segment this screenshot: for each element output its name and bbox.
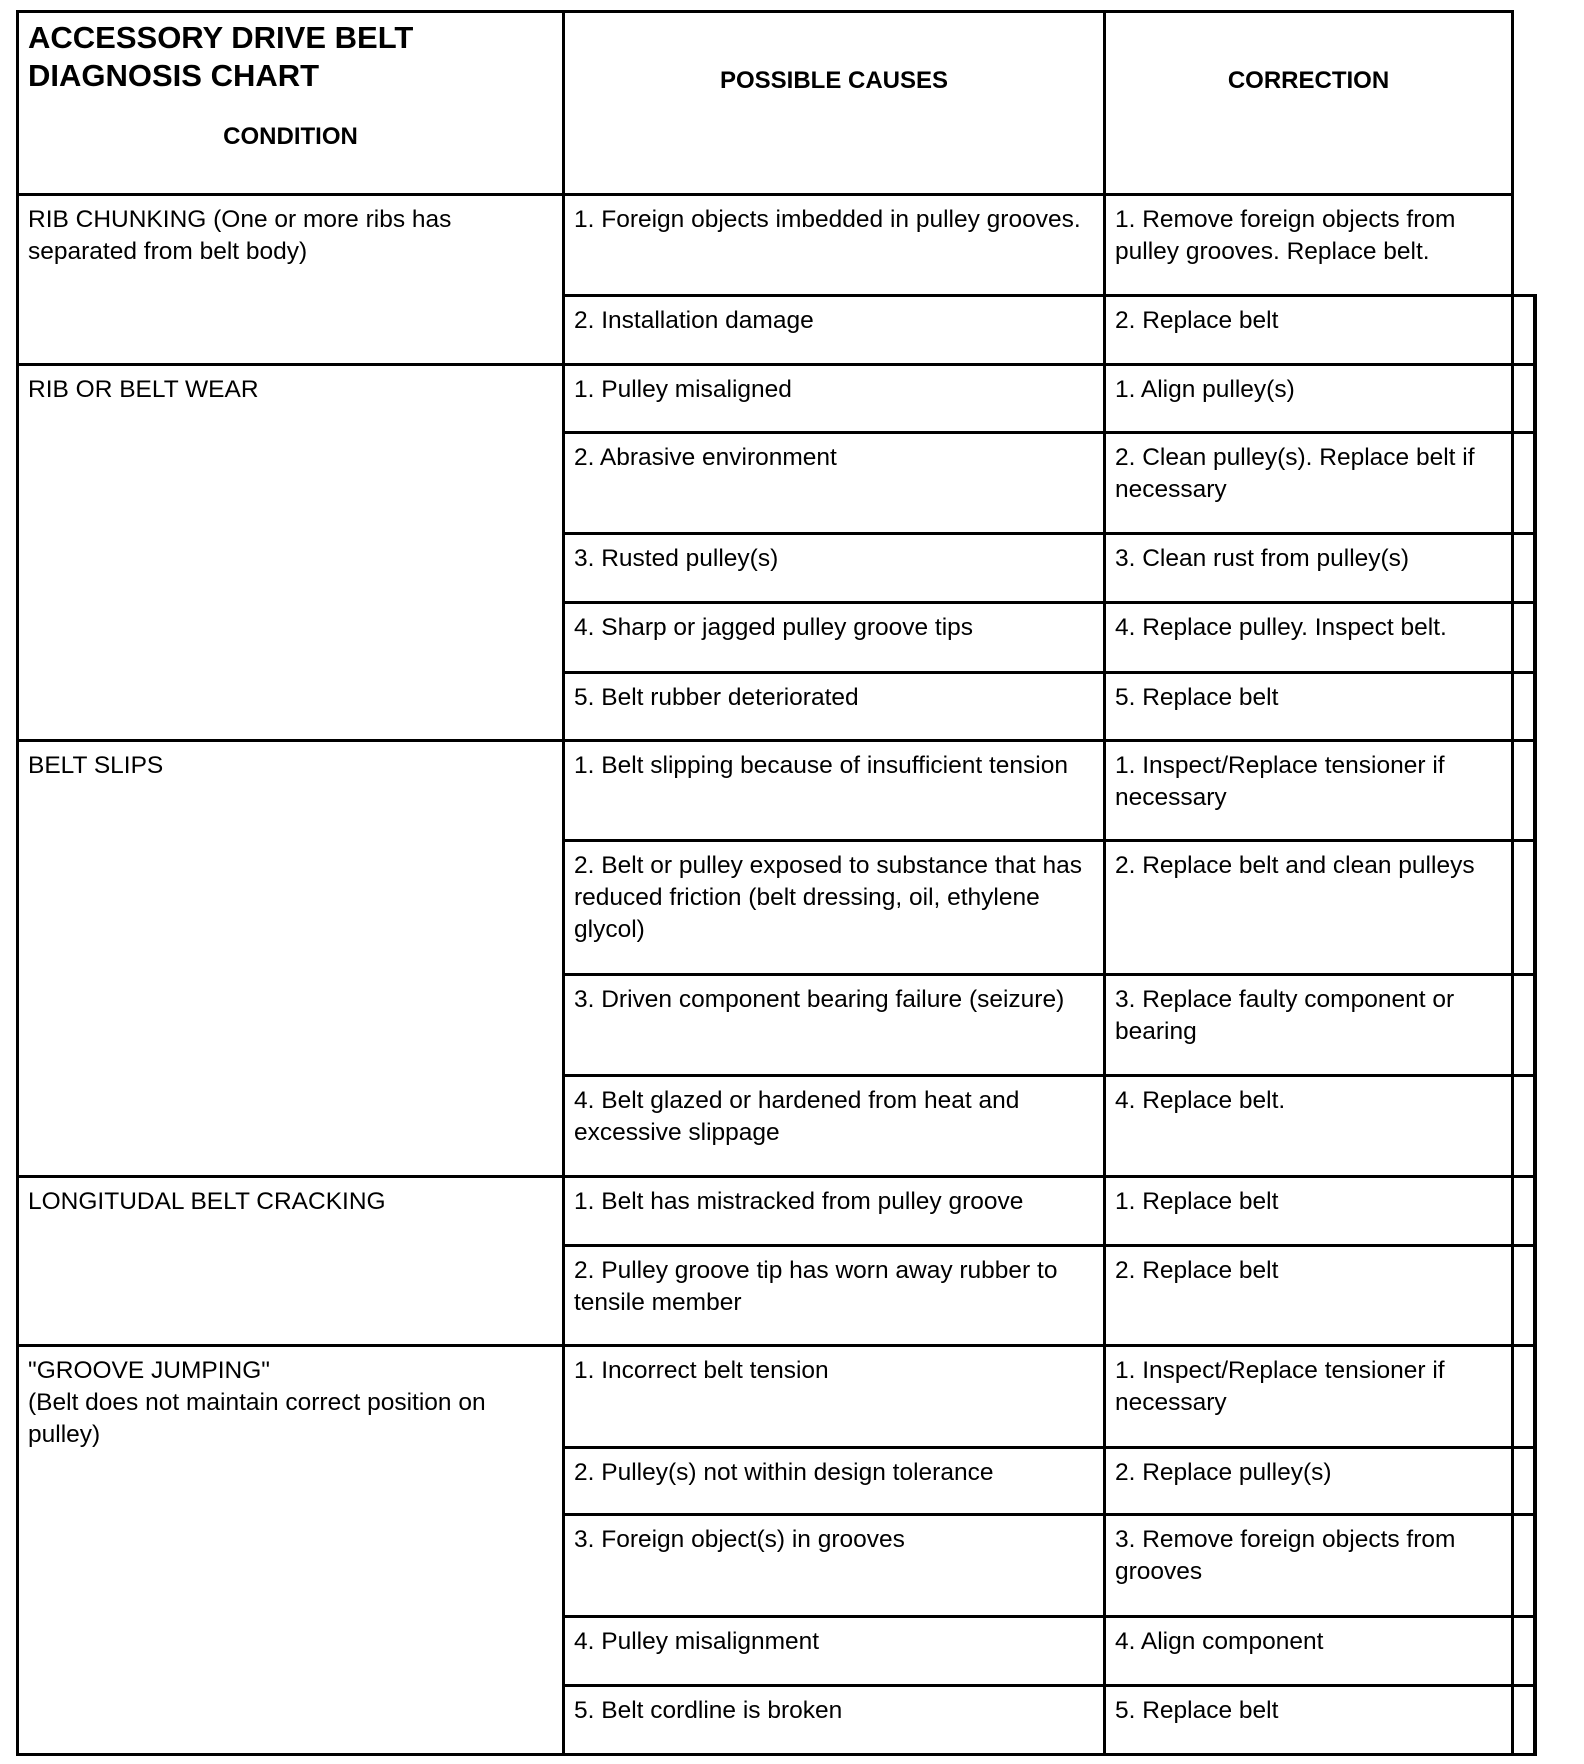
cause-cell: 5. Belt rubber deteriorated (564, 673, 1105, 741)
correction-cell: 3. Replace faulty component or bearing (1105, 975, 1513, 1076)
cause-cell: 2. Installation damage (564, 296, 1105, 365)
correction-cell: 2. Clean pulley(s). Replace belt if necessary (1105, 433, 1513, 534)
table-row (18, 741, 1535, 841)
correction-cell: 4. Replace pulley. Inspect belt. (1105, 603, 1513, 673)
correction-cell: 3. Remove foreign objects from grooves (1105, 1515, 1513, 1617)
blank-cell (1513, 975, 1535, 1076)
header-row (18, 12, 1535, 195)
cause-cell: 5. Belt cordline is broken (564, 1686, 1105, 1755)
blank-cell (1513, 741, 1535, 841)
cause-cell: 2. Pulley groove tip has worn away rubber to tensile member (564, 1246, 1105, 1346)
condition-cell: RIB OR BELT WEAR (18, 365, 564, 741)
blank-cell (1513, 1617, 1535, 1686)
correction-cell: 2. Replace belt (1105, 296, 1513, 365)
cause-cell: 3. Foreign object(s) in grooves (564, 1515, 1105, 1617)
correction-cell: 2. Replace belt and clean pulleys (1105, 841, 1513, 975)
blank-cell (1513, 841, 1535, 975)
condition-cell: BELT SLIPS (18, 741, 564, 1177)
cause-cell: 4. Sharp or jagged pulley groove tips (564, 603, 1105, 673)
blank-cell (1513, 433, 1535, 534)
cause-cell: 2. Pulley(s) not within design tolerance (564, 1448, 1105, 1515)
correction-cell: 1. Replace belt (1105, 1177, 1513, 1246)
correction-cell: 1. Inspect/Replace tensioner if necessary (1105, 1346, 1513, 1448)
blank-cell (1513, 1177, 1535, 1246)
cause-cell: 1. Foreign objects imbedded in pulley grooves. (564, 195, 1105, 296)
blank-cell (1513, 296, 1535, 365)
condition-header: CONDITION (223, 123, 358, 150)
correction-cell: 1. Inspect/Replace tensioner if necessary (1105, 741, 1513, 841)
correction-cell: 1. Align pulley(s) (1105, 365, 1513, 433)
blank-cell (1513, 603, 1535, 673)
chart-title: ACCESSORY DRIVE BELT DIAGNOSIS CHART (28, 20, 414, 93)
cause-cell: 1. Incorrect belt tension (564, 1346, 1105, 1448)
cause-cell: 1. Pulley misaligned (564, 365, 1105, 433)
correction-cell: 5. Replace belt (1105, 673, 1513, 741)
blank-cell (1513, 1246, 1535, 1346)
blank-cell (1513, 12, 1535, 195)
causes-header: POSSIBLE CAUSES (564, 12, 1105, 195)
blank-cell (1513, 1076, 1535, 1177)
cause-cell: 3. Driven component bearing failure (seizure) (564, 975, 1105, 1076)
cause-cell: 3. Rusted pulley(s) (564, 534, 1105, 603)
condition-cell: LONGITUDAL BELT CRACKING (18, 1177, 564, 1346)
blank-cell (1513, 534, 1535, 603)
correction-cell: 3. Clean rust from pulley(s) (1105, 534, 1513, 603)
table-row (18, 365, 1535, 433)
cause-cell: 2. Belt or pulley exposed to substance that has reduced friction (belt dressing, oil, ethylene glycol) (564, 841, 1105, 975)
condition-header-cell (18, 12, 564, 195)
cause-cell: 1. Belt has mistracked from pulley groove (564, 1177, 1105, 1246)
correction-cell: 2. Replace belt (1105, 1246, 1513, 1346)
cause-cell: 1. Belt slipping because of insufficient tension (564, 741, 1105, 841)
cause-cell: 4. Belt glazed or hardened from heat and excessive slippage (564, 1076, 1105, 1177)
correction-cell: 5. Replace belt (1105, 1686, 1513, 1755)
blank-cell (1513, 1686, 1535, 1755)
blank-cell (1513, 365, 1535, 433)
blank-cell (1513, 1346, 1535, 1448)
table-row (18, 195, 1535, 296)
table-row (18, 1346, 1535, 1448)
blank-cell (1513, 1448, 1535, 1515)
correction-cell: 2. Replace pulley(s) (1105, 1448, 1513, 1515)
correction-cell: 4. Align component (1105, 1617, 1513, 1686)
blank-cell (1513, 1515, 1535, 1617)
blank-cell (1513, 195, 1535, 296)
correction-cell: 1. Remove foreign objects from pulley grooves. Replace belt. (1105, 195, 1513, 296)
cause-cell: 2. Abrasive environment (564, 433, 1105, 534)
diagnosis-table (16, 10, 1537, 1756)
cause-cell: 4. Pulley misalignment (564, 1617, 1105, 1686)
correction-cell: 4. Replace belt. (1105, 1076, 1513, 1177)
condition-cell: RIB CHUNKING (One or more ribs has separated from belt body) (18, 195, 564, 365)
condition-cell: "GROOVE JUMPING" (Belt does not maintain correct position on pulley) (18, 1346, 564, 1755)
correction-header: CORRECTION (1105, 12, 1513, 195)
table-row (18, 1177, 1535, 1246)
blank-cell (1513, 673, 1535, 741)
